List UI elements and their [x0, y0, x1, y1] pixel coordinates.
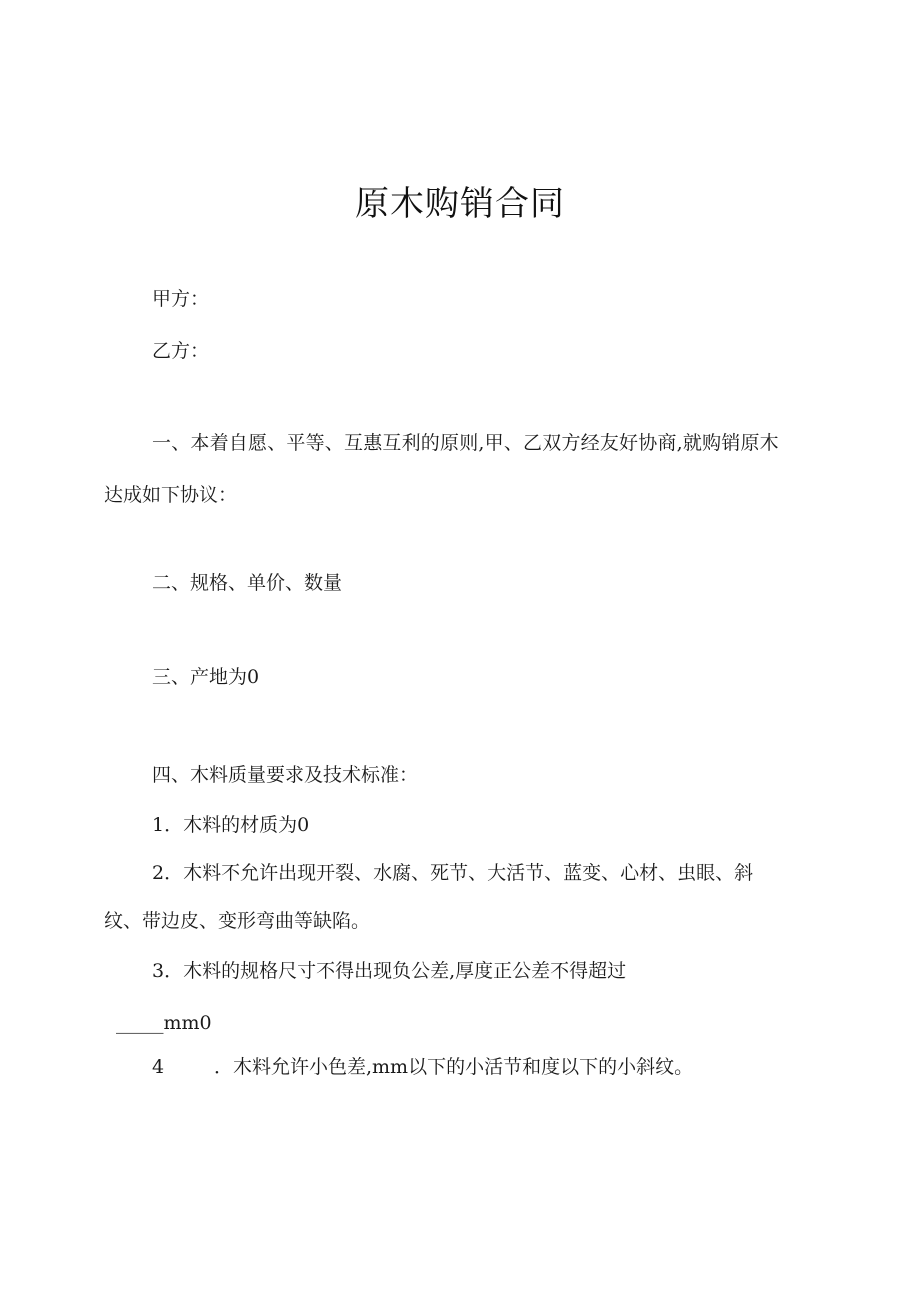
clause-2-heading: 二、规格、单价、数量 [152, 572, 343, 594]
quality-item-3-line-2: _____mm0 [116, 1012, 212, 1034]
clause-3-heading: 三、产地为0 [152, 666, 260, 688]
quality-item-4-text: ．木料允许小色差,mm以下的小活节和度以下的小斜纹。 [214, 1056, 694, 1078]
party-b-label: 乙方： [152, 340, 210, 362]
quality-item-2-line-2: 纹、带边皮、变形弯曲等缺陷。 [104, 910, 371, 932]
clause-4-heading: 四、木料质量要求及技术标准： [152, 764, 419, 786]
quality-item-4-number: 4 [152, 1056, 165, 1078]
quality-item-1: 1．木料的材质为0 [152, 814, 310, 836]
quality-item-3-line-1: 3．木料的规格尺寸不得出现负公差,厚度正公差不得超过 [152, 960, 627, 982]
party-a-label: 甲方： [152, 288, 210, 310]
clause-1-line-2: 达成如下协议： [104, 484, 238, 506]
clause-1-line-1: 一、本着自愿、平等、互惠互利的原则,甲、乙双方经友好协商,就购销原木 [152, 432, 779, 454]
quality-item-2-line-1: 2．木料不允许出现开裂、水腐、死节、大活节、蓝变、心材、虫眼、斜 [152, 862, 754, 884]
document-title: 原木购销合同 [355, 184, 565, 224]
